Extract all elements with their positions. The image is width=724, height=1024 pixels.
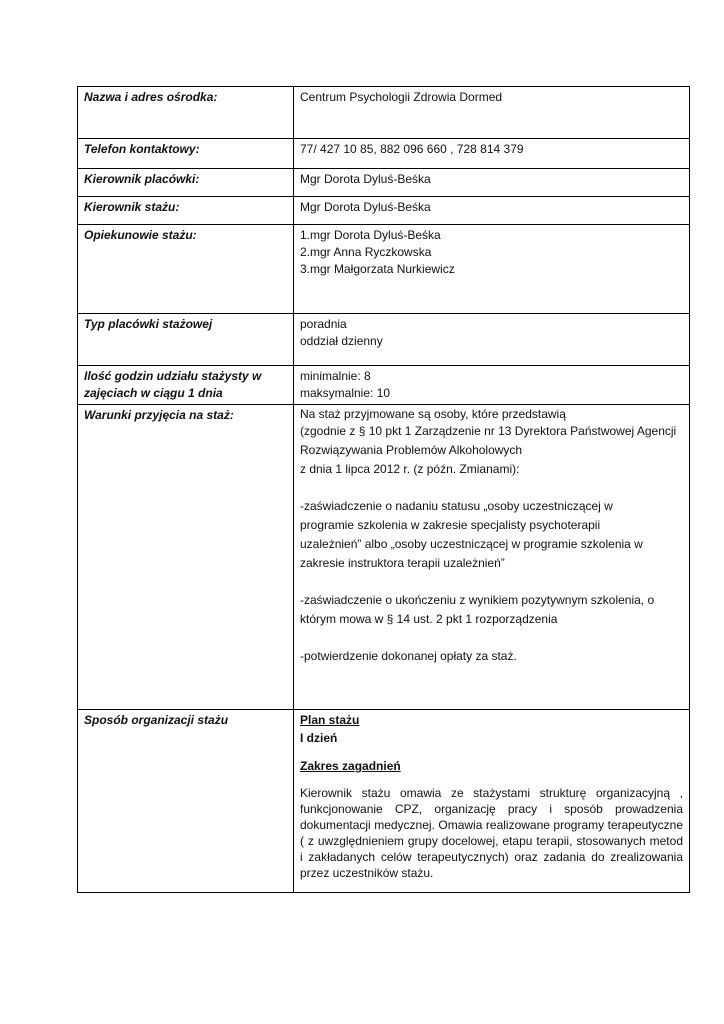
plan-heading: Plan stażu — [300, 713, 360, 727]
row-facility-type — [78, 314, 690, 366]
label-facility-name: Nazwa i adres ośrodka: — [78, 87, 294, 139]
value-supervisors — [294, 225, 690, 314]
row-facility-name — [78, 87, 690, 139]
condition-item-2: -zaświadczenie o ukończeniu z wynikiem pozytywnym szkolenia, o — [300, 593, 655, 607]
conditions-intro-line: (zgodnie z § 10 pkt 1 Zarządzenie nr 13 Dyrektora Państwowej Agencji — [300, 424, 677, 438]
row-admission-conditions — [78, 405, 690, 710]
row-organization — [78, 710, 690, 893]
label-admission-conditions: Warunki przyjęcia na staż: — [78, 405, 294, 710]
label-line: Ilość godzin udziału stażysty w — [84, 369, 262, 383]
row-internship-manager — [78, 197, 690, 225]
label-organization: Sposób organizacji stażu — [78, 710, 294, 893]
value-phone: 77/ 427 10 85, 882 096 660 , 728 814 379 — [294, 139, 690, 169]
supervisor-item: 2.mgr Anna Ryczkowska — [300, 245, 432, 259]
condition-item-1: uzależnień” albo „osoby uczestniczącej w programie szkolenia w — [300, 537, 643, 551]
conditions-intro-line: Na staż przyjmowane są osoby, które przedstawią — [300, 407, 566, 421]
condition-item-1: -zaświadczenie o nadaniu statusu „osoby uczestniczącej w — [300, 499, 613, 513]
conditions-intro-line: Rozwiązywania Problemów Alkoholowych — [300, 443, 523, 457]
facility-type-item: oddział dzienny — [300, 334, 383, 348]
row-daily-hours — [78, 366, 690, 405]
label-daily-hours — [78, 366, 294, 405]
condition-item-1: zakresie instruktora terapii uzależnień” — [300, 556, 505, 570]
label-internship-manager: Kierownik stażu: — [78, 197, 294, 225]
hours-maximum: maksymalnie: 10 — [300, 386, 391, 400]
conditions-intro-line: z dnia 1 lipca 2012 r. (z późn. Zmianami): — [300, 462, 520, 476]
day-heading: I dzień — [300, 731, 338, 745]
condition-item-1: programie szkolenia w zakresie specjalisty psychoterapii — [300, 518, 601, 532]
facility-type-item: poradnia — [300, 317, 347, 331]
condition-item-2: którym mowa w § 14 ust. 2 pkt 1 rozporządzenia — [300, 612, 558, 626]
internship-info-table — [77, 86, 690, 893]
label-facility-manager: Kierownik placówki: — [78, 169, 294, 197]
row-facility-manager — [78, 169, 690, 197]
scope-heading: Zakres zagadnień — [300, 759, 401, 773]
label-supervisors: Opiekunowie stażu: — [78, 225, 294, 314]
value-facility-manager: Mgr Dorota Dyluś-Beśka — [294, 169, 690, 197]
value-facility-type — [294, 314, 690, 366]
scope-text: Kierownik stażu omawia ze stażystami strukturę organizacyjną , funkcjonowanie CPZ, organizację pracy i sposób prowadzenia dokumentacji medycznej. Omawia realizowane programy terapeutyczne ( z uwzględnieniem grupy docelowej, etapu terapii, stosowanych metod i zakładanych celów terapeutycznych) oraz zadania do zrealizowania przez uczestników stażu. — [300, 786, 683, 880]
label-phone: Telefon kontaktowy: — [78, 139, 294, 169]
row-supervisors — [78, 225, 690, 314]
value-facility-name: Centrum Psychologii Zdrowia Dormed — [294, 87, 690, 139]
value-admission-conditions — [294, 405, 690, 710]
label-facility-type: Typ placówki stażowej — [78, 314, 294, 366]
row-phone — [78, 139, 690, 169]
label-line: zajęciach w ciągu 1 dnia — [84, 386, 223, 400]
hours-minimum: minimalnie: 8 — [300, 369, 371, 383]
condition-item-3: -potwierdzenie dokonanej opłaty za staż. — [300, 649, 517, 663]
supervisor-item: 1.mgr Dorota Dyluś-Beśka — [300, 228, 441, 242]
supervisor-item: 3.mgr Małgorzata Nurkiewicz — [300, 262, 455, 276]
value-organization — [294, 710, 690, 893]
value-daily-hours — [294, 366, 690, 405]
value-internship-manager: Mgr Dorota Dyluś-Beśka — [294, 197, 690, 225]
